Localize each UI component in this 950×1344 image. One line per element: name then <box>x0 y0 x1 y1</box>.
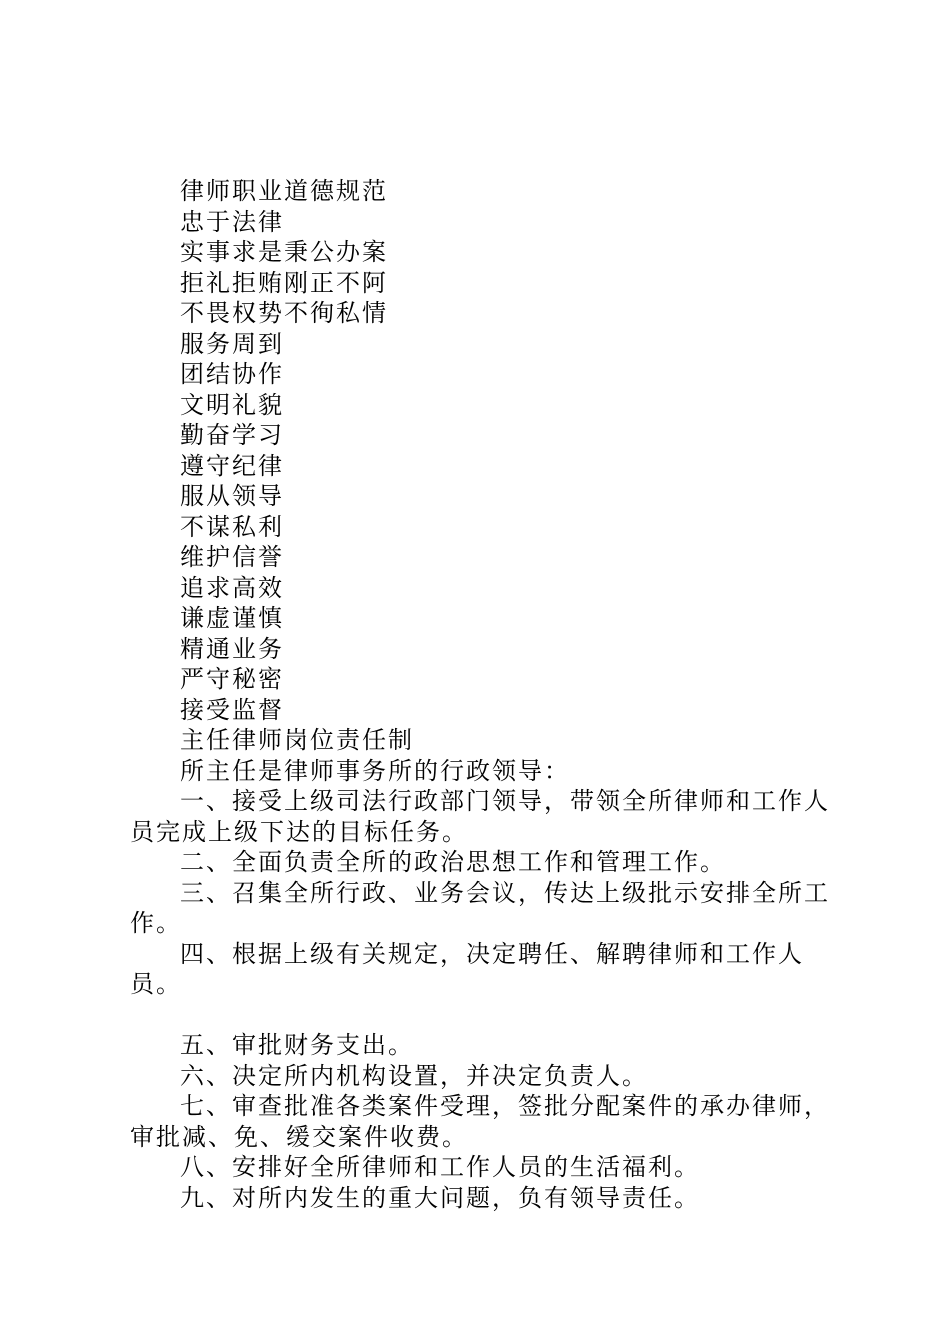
duty-item: 三、召集全所行政、业务会议，传达上级批示安排全所工作。 <box>130 878 830 937</box>
list-item: 不畏权势不徇私情 <box>180 299 388 327</box>
duty-item: 一、接受上级司法行政部门领导，带领全所律师和工作人员完成上级下达的目标任务。 <box>130 787 830 846</box>
intro-line: 所主任是律师事务所的行政领导： <box>180 756 570 785</box>
duty-item: 五、审批财务支出。 <box>180 1031 414 1059</box>
list-item: 拒礼拒贿刚正不阿 <box>180 268 388 297</box>
duty-item: 四、根据上级有关规定，决定聘任、解聘律师和工作人员。 <box>130 939 804 998</box>
duty-item: 七、审查批准各类案件受理，签批分配案件的承办律师，审批减、免、缓交案件收费。 <box>130 1092 830 1151</box>
section-title: 主任律师岗位责任制 <box>180 726 414 754</box>
list-item: 谦虚谨慎 <box>180 604 284 632</box>
list-item: 维护信誉 <box>180 543 284 571</box>
section-title: 律师职业道德规范 <box>180 177 388 205</box>
list-item: 追求高效 <box>180 573 284 602</box>
duty-item: 八、安排好全所律师和工作人员的生活福利。 <box>180 1153 700 1181</box>
list-item: 团结协作 <box>180 360 284 388</box>
duty-item: 九、对所内发生的重大问题，负有领导责任。 <box>180 1183 700 1212</box>
list-item: 严守秘密 <box>180 665 284 693</box>
blank-line <box>130 1000 850 1031</box>
duty-item: 二、全面负责全所的政治思想工作和管理工作。 <box>180 848 726 876</box>
list-item: 服从领导 <box>180 482 284 510</box>
duty-item: 六、决定所内机构设置，并决定负责人。 <box>180 1061 648 1090</box>
list-item: 服务周到 <box>180 329 284 358</box>
list-item: 遵守纪律 <box>180 451 284 480</box>
list-item: 不谋私利 <box>180 512 284 541</box>
list-item: 忠于法律 <box>180 207 284 236</box>
list-item: 精通业务 <box>180 634 284 663</box>
list-item: 文明礼貌 <box>180 390 284 419</box>
list-item: 实事求是秉公办案 <box>180 238 388 266</box>
document-body <box>130 176 850 1213</box>
list-item: 勤奋学习 <box>180 421 284 449</box>
list-item: 接受监督 <box>180 695 284 724</box>
